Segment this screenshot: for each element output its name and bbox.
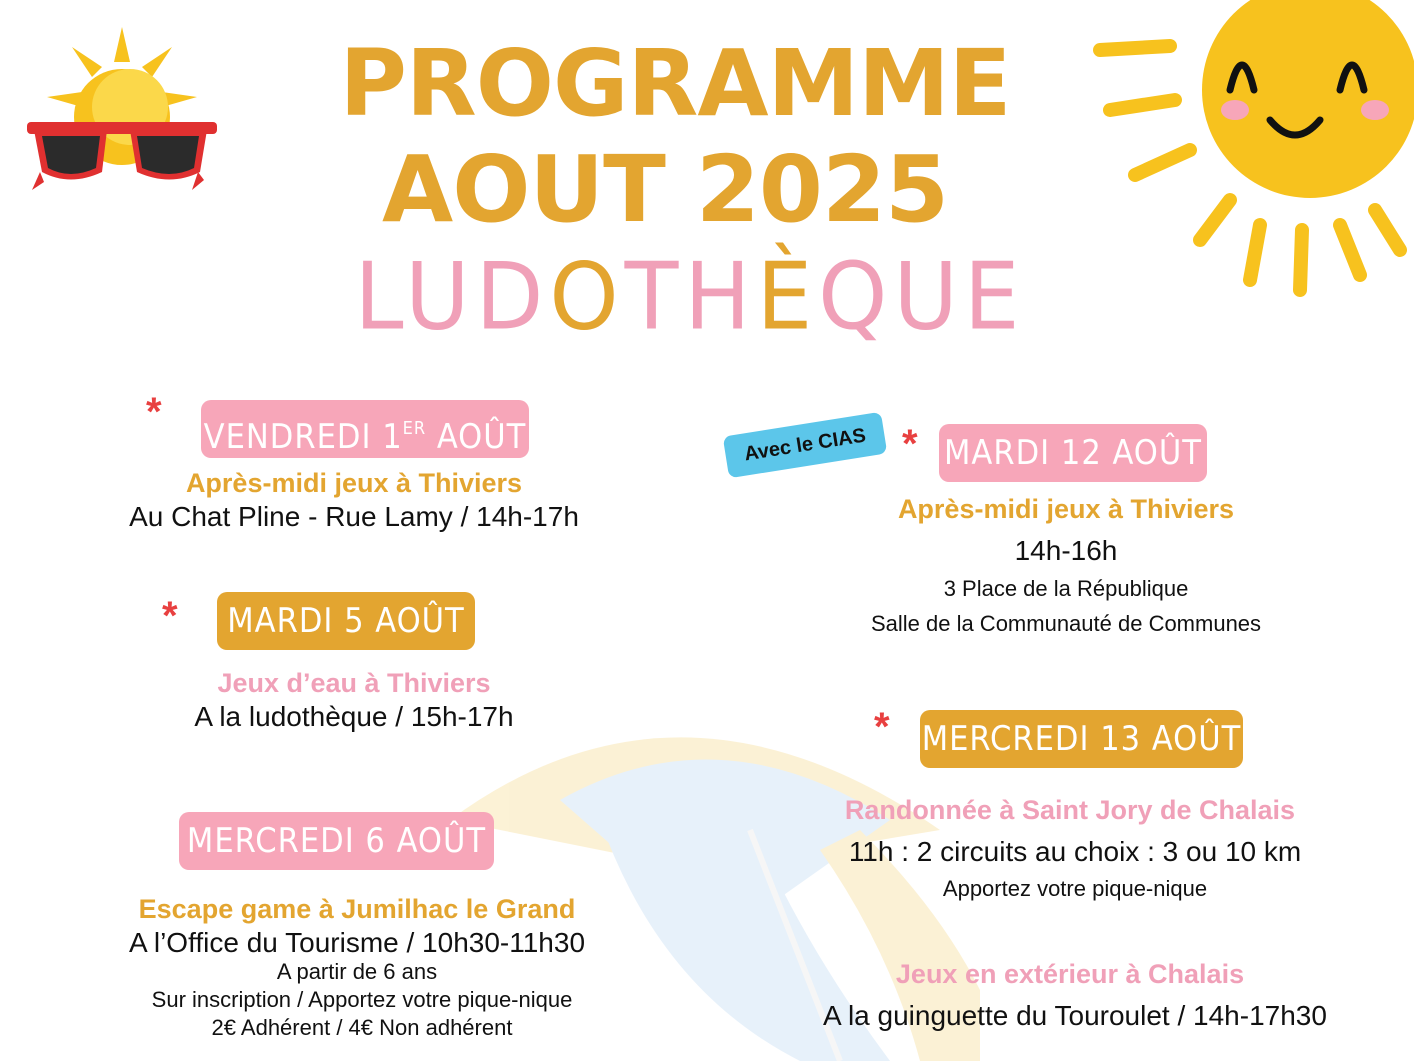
subtitle-part-4: È xyxy=(756,242,819,351)
subtitle-part-5: QUE xyxy=(818,242,1026,351)
event-title: Jeux en extérieur à Chalais xyxy=(895,959,1245,989)
date-badge-mardi-12: MARDI 12 AOÛT xyxy=(939,424,1207,482)
event-detail: Au Chat Pline - Rue Lamy / 14h-17h xyxy=(129,501,579,532)
date-badge-sup: ER xyxy=(402,418,427,439)
event-detail: 3 Place de la République xyxy=(943,576,1189,601)
page-subtitle xyxy=(0,242,1380,350)
event-title: Après-midi jeux à Thiviers xyxy=(897,494,1235,524)
event-detail: Apportez votre pique-nique xyxy=(942,876,1208,901)
event-detail: A la guinguette du Touroulet / 14h-17h30 xyxy=(823,1000,1327,1031)
event-detail: A la ludothèque / 15h-17h xyxy=(194,701,514,732)
event-title: Après-midi jeux à Thiviers xyxy=(185,468,523,498)
event-detail: A l’Office du Tourisme / 10h30-11h30 xyxy=(128,927,586,958)
asterisk-icon: * xyxy=(146,390,162,434)
event-title: Jeux d’eau à Thiviers xyxy=(217,668,491,698)
page-title-line1: PROGRAMME xyxy=(339,30,1011,137)
subtitle-part-2: O xyxy=(549,242,625,351)
event-detail: A partir de 6 ans xyxy=(276,959,438,984)
asterisk-icon: * xyxy=(902,422,918,466)
cias-tag: Avec le CIAS xyxy=(723,412,888,479)
event-detail: Sur inscription / Apportez votre pique-nique xyxy=(151,987,573,1012)
subtitle-part-1: LUD xyxy=(354,242,550,351)
event-title: Randonnée à Saint Jory de Chalais xyxy=(844,795,1296,825)
event-detail: 14h-16h xyxy=(1014,535,1118,566)
subtitle-part-3: TH xyxy=(624,242,757,351)
date-badge-mardi-5: MARDI 5 AOÛT xyxy=(217,592,475,650)
page-title-line2: AOUT 2025 xyxy=(382,136,948,243)
event-title: Escape game à Jumilhac le Grand xyxy=(138,894,576,924)
date-badge-mercredi-6: MERCREDI 6 AOÛT xyxy=(179,812,494,870)
date-badge-main: VENDREDI 1 xyxy=(203,417,403,457)
date-badge-end: AOÛT xyxy=(426,417,527,457)
asterisk-icon: * xyxy=(874,705,890,749)
event-detail: 11h : 2 circuits au choix : 3 ou 10 km xyxy=(848,836,1302,867)
asterisk-icon: * xyxy=(162,594,178,638)
date-badge-mercredi-13: MERCREDI 13 AOÛT xyxy=(920,710,1243,768)
date-badge-vendredi-1 xyxy=(201,400,529,458)
event-detail: 2€ Adhérent / 4€ Non adhérent xyxy=(211,1015,513,1040)
event-detail: Salle de la Communauté de Communes xyxy=(870,611,1262,636)
